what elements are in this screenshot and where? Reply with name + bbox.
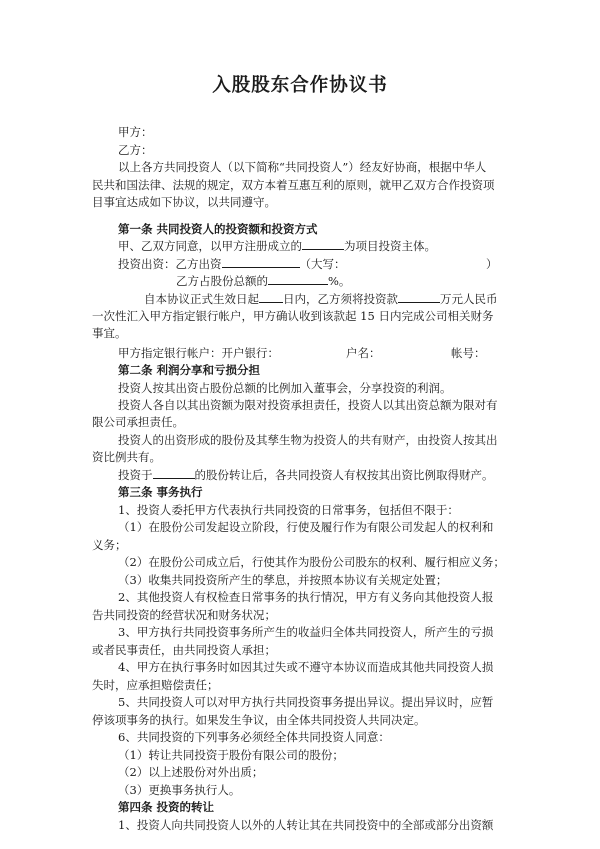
article-3-line: （3）收集共同投资所产生的孳息，并按照本协议有关规定处置；	[118, 573, 448, 587]
article-3-line: 5、共同投资人可以对甲方执行共同投资事务提出异议。提出异议时，应暂	[118, 695, 494, 709]
article-1-line: 自本协议正式生效日起 日内，乙方须将投资款 万元人民币	[144, 292, 498, 306]
article-1-line: 甲、乙双方同意，以甲方注册成立的 为项目投资主体。	[118, 239, 436, 253]
account-number-label: 帐号：	[451, 346, 486, 360]
article-3-line: （2）以上述股份对外出质；	[118, 765, 264, 779]
article-2-line: 投资于 的股份转让后，各共同投资人有权按其出资比例取得财产。	[118, 468, 494, 482]
closing-bracket: ）	[486, 257, 498, 271]
bank-account-line: 甲方指定银行帐户：开户银行：	[118, 346, 279, 360]
article-3-line: 4、甲方在执行事务时如因其过失或不遵守本协议而造成其他共同投资人损	[118, 660, 494, 674]
article-3-line: （1）转让共同投资于股份有限公司的股份；	[118, 748, 344, 762]
article-3-line: 2、其他投资人有权检查日常事务的执行情况，甲方有义务向其他投资人报	[118, 590, 494, 604]
article-3-line: 1、投资人委托甲方代表执行共同投资的日常事务，包括但不限于：	[118, 503, 459, 517]
article-1-line: 事宜。	[92, 326, 127, 340]
article-3-line: （2）在股份公司成立后，行使其作为股份公司股东的权利、履行相应义务；	[118, 555, 505, 569]
article-2-line: 投资人各自以其出资额为限对投资承担责任，投资人以其出资总额为限对有	[118, 398, 498, 412]
account-name-label: 户名：	[346, 346, 381, 360]
article-4-heading: 第四条 投资的转让	[118, 800, 215, 814]
article-2-line: 限公司承担责任。	[92, 415, 184, 429]
blank-field	[153, 467, 195, 479]
blank-field	[268, 273, 328, 285]
article-4-line: 1、投资人向共同投资人以外的人转让其在共同投资中的全部或部分出资额	[118, 818, 494, 832]
article-3-line: 停该项事务的执行。如果发生争议，由全体共同投资人共同决定。	[92, 713, 426, 727]
article-3-line: 失时，应承担赔偿责任；	[92, 678, 219, 692]
article-3-heading: 第三条 事务执行	[118, 485, 203, 499]
article-3-line: 6、共同投资的下列事务必须经全体共同投资人同意：	[118, 730, 390, 744]
blank-field	[302, 238, 344, 250]
article-1-heading: 第一条 共同投资人的投资额和投资方式	[118, 222, 318, 236]
preamble-line: 民共和国法律、法规的规定，双方本着互惠互利的原则，就甲乙双方合作投资项	[92, 178, 495, 192]
article-3-line: 告共同投资的经营状况和财务状况；	[92, 608, 276, 622]
article-1-line: 乙方占股份总额的 %。	[176, 274, 351, 288]
article-2-line: 资比例共有。	[92, 450, 161, 464]
article-3-line: 或者民事责任，由共同投资人承担；	[92, 643, 276, 657]
article-1-line: 一次性汇入甲方指定银行帐户，甲方确认收到该款起 15 日内完成公司相关财务	[92, 309, 494, 323]
article-3-line: 义务；	[92, 538, 127, 552]
article-2-line: 投资人按其出资占股份总额的比例加入董事会，分享投资的利润。	[118, 381, 452, 395]
article-1-line: 投资出资：乙方出资 （大写：	[118, 257, 346, 271]
party-b-label: 乙方：	[118, 143, 153, 157]
article-3-line: （3）更换事务执行人。	[118, 783, 241, 797]
article-2-line: 投资人的出资形成的股份及其孳生物为投资人的共有财产，由投资人按其出	[118, 433, 498, 447]
document-title: 入股股东合作协议书	[212, 75, 388, 96]
article-3-line: （1）在股份公司发起设立阶段，行使及履行作为有限公司发起人的权利和	[118, 520, 494, 534]
blank-field	[222, 256, 300, 268]
article-3-line: 3、甲方执行共同投资事务所产生的收益归全体共同投资人，所产生的亏损	[118, 625, 494, 639]
party-a-label: 甲方：	[118, 125, 153, 139]
blank-field	[259, 291, 283, 303]
preamble-line: 目事宜达成如下协议，以共同遵守。	[92, 195, 276, 209]
article-2-heading: 第二条 利润分享和亏损分担	[118, 363, 261, 377]
preamble-line: 以上各方共同投资人（以下简称“共同投资人”）经友好协商，根据中华人	[118, 160, 487, 174]
blank-field	[398, 291, 440, 303]
